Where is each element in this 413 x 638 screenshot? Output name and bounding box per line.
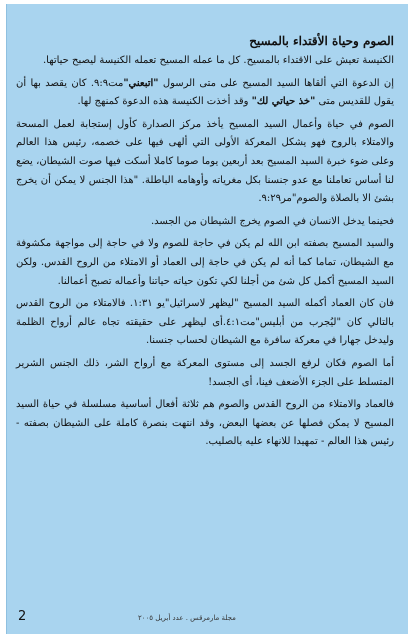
document-page <box>6 4 408 634</box>
page-footer <box>18 610 394 624</box>
paragraph-4: فحينما يدخل الانسان في الصوم يخرج الشيطان من الجسد. <box>150 215 394 227</box>
page-number: 2 <box>18 609 27 624</box>
paragraph-6: فان كان العماد أكمله السيد المسيح "ليظهر لاسرائيل"يو ١:٣١. فالامتلاء من الروح القدس بالتالي كان "ليُجرب من أبليس"مت٤:١.أى ليظهر على حقيقته تجاه عالم أرواح الظلمة وليدخل جهارا في معركة سافرة مع الشيطان لحساب جنسنا. <box>16 298 395 347</box>
publication-line: مجلة مارمرقس . عدد أبريل ٢٠٠٥ <box>138 614 236 622</box>
paragraph-1: الكنيسة تعيش على الاقتداء بالمسيح. كل ما عمله المسيح تعمله الكنيسة ليصبح حياتها. <box>43 55 394 66</box>
paragraph-2: إن الدعوة التي ألقاها السيد المسيح على متى الرسول "اتبعني"مت٩:٩. كان يقصد بها أن يقول للقديس متى "خذ حياتي لك" وقد أخذت الكنيسة هذه الدعوة كمنهج لها. <box>16 77 394 108</box>
paragraph-7: أما الصوم فكان لرفع الجسد إلى مستوى المعركة مع أرواح الشر، ذلك الجنس الشرير المتسلط على الجزء الأضعف فينا، أى الجسد! <box>16 357 394 388</box>
paragraph-3: الصوم في حياة وأعمال السيد المسيح يأخذ مركز الصدارة كأول إستجابة لعمل المسحة والامتلاء بالروح فهو يشكل المعركة الأولى التي ألهى فيها على خصمه، رئيس هذا العالم وعلى ضوء خبرة السيد المسيح بعد أربعين يوما صوما كاملا أسكت فيها صوت الشيطان، يضع لنا أساس تعاملنا مع عدو جنسنا بكل مغرياته وأوهامه الباطلة. "هذا الجنس لا يمكن أن يخرج بشئ الا بالصلاة والصوم"مر٩:٢٩. <box>16 118 394 205</box>
emphasis-quote: "خذ حياتي لك" <box>251 96 316 108</box>
emphasis-quote: "اتبعني" <box>123 77 159 89</box>
paragraph-8: فالعماد والامتلاء من الروح القدس والصوم هم ثلاثة أفعال أساسية مسلسلة في حياة السيد المسيح لا يمكن فصلها عن بعضها البعض، وقد انتهت بنصرة كاملة على الشيطان بصفته - رئيس هذا العالم - تمهيدا للانهاء عليه بالصليب. <box>16 399 394 448</box>
paragraph-5: والسيد المسيح بصفته ابن الله لم يكن في حاجة للصوم ولا في حاجة إلى مواجهة مكشوفة مع الشيطان، تماما كما أنه لم يكن في حاجة إلى العماد أو الامتلاء من الروح القدس. ولكن السيد المسيح أكمل كل شئ من أجلنا لكي تكون حياته حياتنا وأعماله تصبح أعمالنا. <box>16 238 394 287</box>
article-title: الصوم وحياة الأقتداء بالمسيح <box>249 34 394 48</box>
